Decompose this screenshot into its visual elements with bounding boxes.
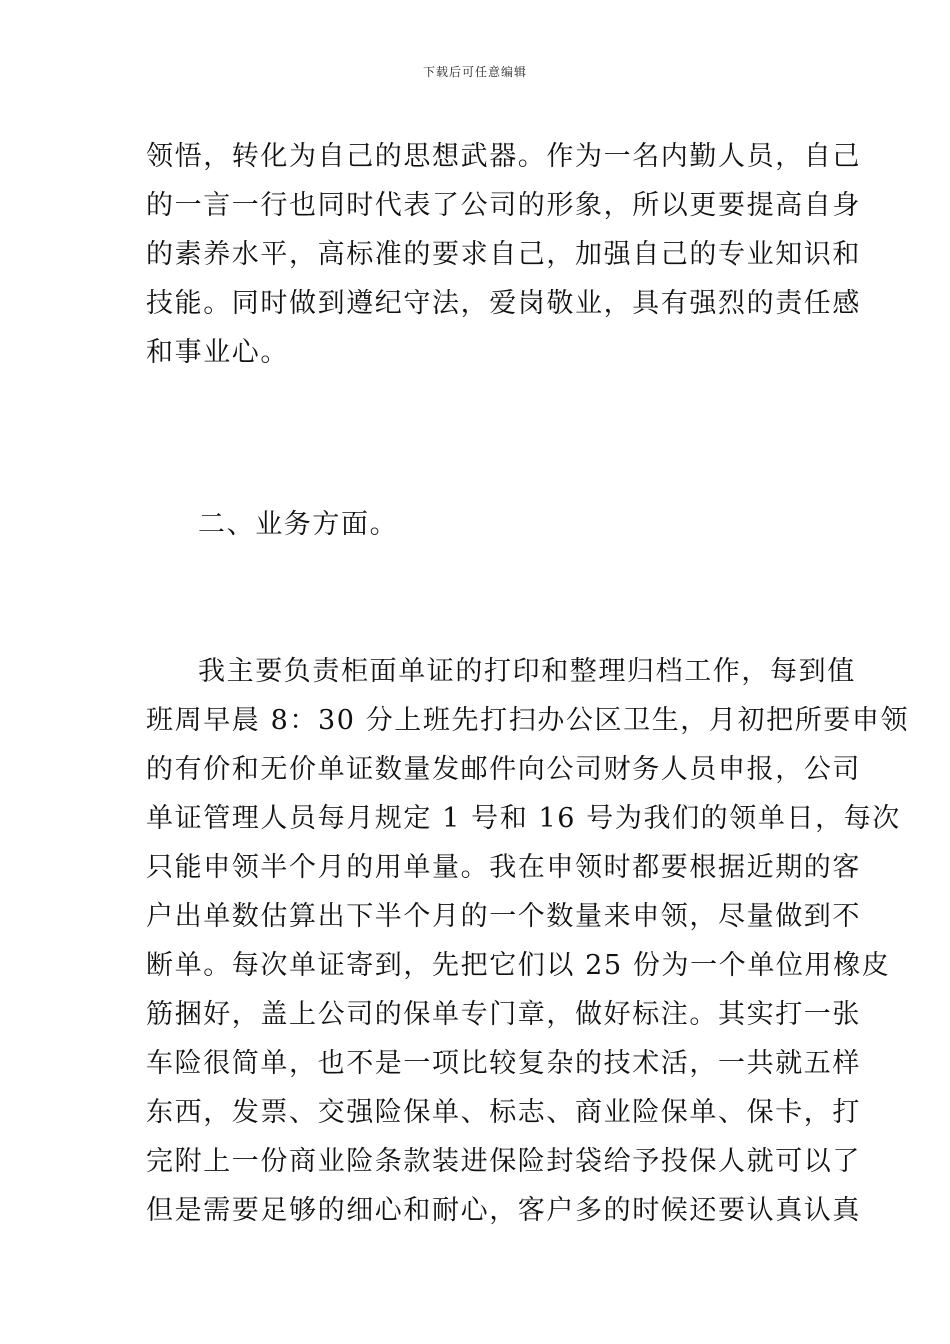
- paragraph-1: [146, 132, 861, 377]
- paragraph-2-line-11: 完附上一份商业险条款装进保险封袋给予投保人就可以了: [146, 1146, 861, 1177]
- paragraph-2-line-8: 筋捆好，盖上公司的保单专门章，做好标注。其实打一张: [146, 999, 861, 1030]
- paragraph-2-line-1: 我主要负责柜面单证的打印和整理归档工作，每到值: [198, 656, 856, 687]
- section-spacer-top: [146, 377, 814, 500]
- paragraph-1-line-5: 和事业心。: [146, 337, 289, 368]
- paragraph-2-line-10: 东西，发票、交强险保单、标志、商业险保单、保卡，打: [146, 1097, 861, 1128]
- paragraph-2-line-3: 的有价和无价单证数量发邮件向公司财务人员申报，公司: [146, 754, 861, 785]
- header-note: 下载后可任意编辑: [422, 65, 527, 79]
- paragraph-2-line-2: 班周早晨 8：30 分上班先打扫办公区卫生，月初把所要申领: [146, 705, 910, 736]
- section-heading: 二、业务方面。: [198, 509, 399, 540]
- paragraph-1-line-2: 的一言一行也同时代表了公司的形象，所以更要提高自身: [146, 190, 861, 221]
- paragraph-2-line-12: 但是需要足够的细心和耐心，客户多的时候还要认真认真: [146, 1195, 861, 1226]
- paragraph-2-line-9: 车险很简单，也不是一项比较复杂的技术活，一共就五样: [146, 1048, 861, 1079]
- paragraph-1-line-1: 领悟，转化为自己的思想武器。作为一名内勤人员，自己: [146, 141, 861, 172]
- paragraph-2-line-4: 单证管理人员每月规定 1 号和 16 号为我们的领单日，每次: [146, 803, 901, 834]
- paragraph-2-line-5: 只能申领半个月的用单量。我在申领时都要根据近期的客: [146, 852, 861, 883]
- paragraph-1-line-3: 的素养水平，高标准的要求自己，加强自己的专业知识和: [146, 239, 861, 270]
- paragraph-1-line-4: 技能。同时做到遵纪守法，爱岗敬业，具有强烈的责任感: [146, 288, 861, 319]
- paragraph-2-line-6: 户出单数估算出下半个月的一个数量来申领，尽量做到不: [146, 901, 861, 932]
- document-body: [146, 132, 910, 1235]
- paragraph-2-line-7: 断单。每次单证寄到，先把它们以 25 份为一个单位用橡皮: [146, 950, 891, 981]
- section-spacer-bottom: [146, 549, 814, 647]
- paragraph-2: [146, 647, 910, 1235]
